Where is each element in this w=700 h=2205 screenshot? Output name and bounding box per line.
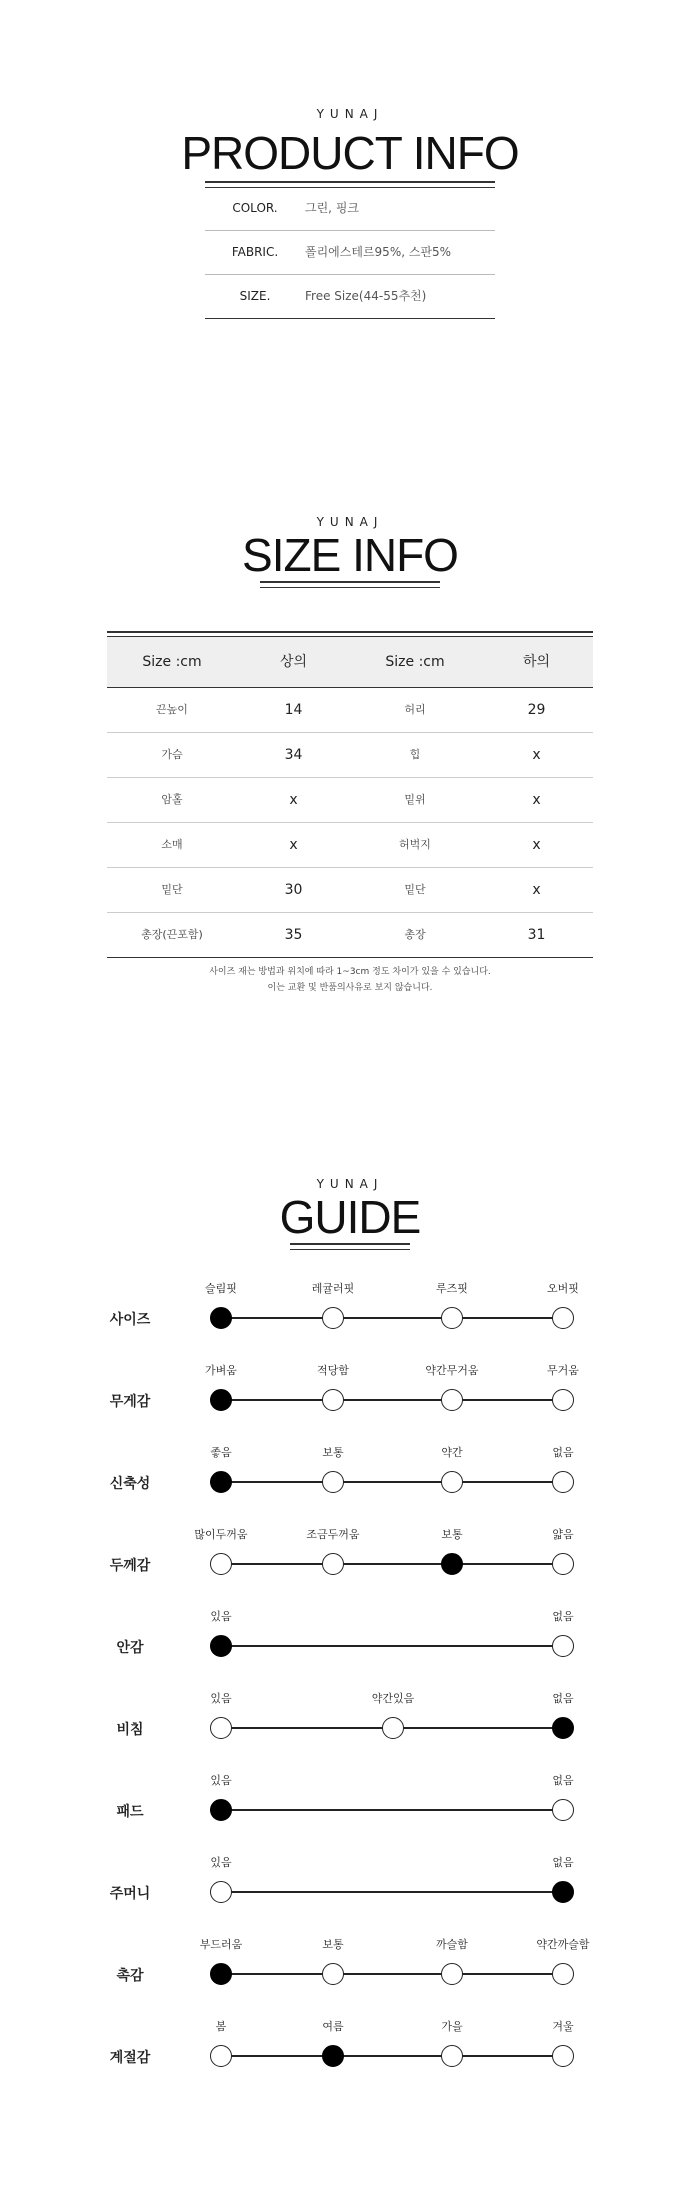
size-table-cell: x — [532, 882, 541, 898]
size-table-cell: 암홀 — [161, 793, 183, 806]
product-info-label: FABRIC. — [231, 245, 279, 259]
product-info-row — [205, 275, 495, 319]
size-table-header — [107, 637, 593, 688]
guide-dot — [322, 1471, 344, 1493]
guide-scale-line — [221, 2055, 563, 2057]
size-table-row — [107, 778, 593, 823]
size-table-cell: 35 — [284, 927, 303, 943]
divider — [290, 1249, 410, 1250]
guide-dot-selected — [210, 1635, 232, 1657]
guide-row-label: 안감 — [116, 1640, 144, 1656]
guide-dot-selected — [210, 1963, 232, 1985]
size-table-header-cell: Size :cm — [142, 654, 202, 670]
guide-option-label: 없음 — [552, 1446, 574, 1459]
guide-row-label: 사이즈 — [109, 1312, 151, 1328]
size-note-line1: 사이즈 재는 방법과 위치에 따라 1~3cm 정도 차이가 있을 수 있습니다. — [209, 967, 491, 977]
size-table-cell: x — [289, 837, 298, 853]
guide-option-label: 있음 — [210, 1856, 232, 1869]
guide-dot — [322, 1307, 344, 1329]
guide-dot — [552, 1635, 574, 1657]
size-table-row — [107, 913, 593, 958]
size-table — [107, 637, 593, 957]
guide-option-label: 겨울 — [552, 2020, 574, 2033]
size-table-header-cell: Size :cm — [385, 654, 445, 670]
guide-title: GUIDE — [279, 1191, 421, 1243]
guide-option-label: 봄 — [215, 2020, 227, 2033]
guide-dot-selected — [210, 1307, 232, 1329]
guide-dot — [552, 2045, 574, 2067]
guide-scale-line — [221, 1399, 563, 1401]
guide-option-label: 가벼움 — [205, 1364, 237, 1377]
size-table-cell: 소매 — [161, 838, 183, 851]
guide-option-label: 부드러움 — [199, 1938, 243, 1951]
guide-scale-line — [221, 1809, 563, 1811]
guide-option-label: 조금두꺼움 — [306, 1528, 360, 1541]
guide-option-label: 보통 — [322, 1446, 344, 1459]
guide-option-label: 적당함 — [317, 1364, 349, 1377]
size-table-row — [107, 868, 593, 913]
size-table-cell: 끈높이 — [156, 703, 188, 716]
guide-dot-selected — [322, 2045, 344, 2067]
guide-option-label: 무거움 — [547, 1364, 579, 1377]
guide-row-label: 신축성 — [109, 1476, 151, 1492]
guide-dot — [210, 1881, 232, 1903]
divider — [260, 581, 440, 583]
guide-dot — [552, 1553, 574, 1575]
product-info-label: COLOR. — [232, 201, 278, 215]
guide-dot — [552, 1963, 574, 1985]
guide-scale-line — [221, 1317, 563, 1319]
guide-row-label: 촉감 — [116, 1968, 144, 1984]
guide-dot — [322, 1389, 344, 1411]
guide-dot-selected — [210, 1389, 232, 1411]
product-info-value: Free Size(44-55추천) — [305, 289, 427, 303]
size-table-cell: x — [532, 792, 541, 808]
guide-row-label: 주머니 — [109, 1886, 151, 1902]
guide-scale-line — [221, 1973, 563, 1975]
guide-brand: YUNAJ — [316, 1177, 384, 1191]
size-table-cell: 14 — [284, 702, 303, 718]
guide-scale-line — [221, 1645, 563, 1647]
guide-dot-selected — [210, 1471, 232, 1493]
guide-dot — [552, 1799, 574, 1821]
guide-option-label: 없음 — [552, 1774, 574, 1787]
product-info-row — [205, 231, 495, 275]
size-table-cell: 밑위 — [404, 793, 426, 806]
guide-dot-selected — [441, 1553, 463, 1575]
size-table-cell: 밑단 — [161, 883, 183, 896]
guide-scale-line — [221, 1481, 563, 1483]
product-info-value: 그린, 핑크 — [305, 201, 359, 215]
guide-dot — [552, 1471, 574, 1493]
guide-option-label: 있음 — [210, 1610, 232, 1623]
guide-dot-selected — [552, 1881, 574, 1903]
guide-option-label: 있음 — [210, 1692, 232, 1705]
guide-dot — [322, 1963, 344, 1985]
guide-option-label: 좋음 — [210, 1446, 232, 1459]
product-info-brand: YUNAJ — [316, 107, 384, 121]
guide-dot — [210, 2045, 232, 2067]
size-table-cell: 총장 — [404, 928, 426, 941]
guide-option-label: 약간있음 — [371, 1692, 415, 1705]
size-table-cell: 29 — [527, 702, 546, 718]
guide-row-label: 무게감 — [109, 1394, 151, 1410]
guide-dot — [441, 1471, 463, 1493]
product-info-row — [205, 187, 495, 231]
guide-scale-line — [221, 1891, 563, 1893]
size-table-cell: x — [289, 792, 298, 808]
guide-option-label: 여름 — [322, 2020, 344, 2033]
guide-row-label: 계절감 — [109, 2050, 151, 2066]
size-table-header-cell: 하의 — [522, 654, 551, 670]
guide-row-label: 두께감 — [109, 1558, 151, 1574]
guide-scale-line — [221, 1563, 563, 1565]
size-table-cell: 34 — [284, 747, 303, 763]
guide-option-label: 루즈핏 — [436, 1282, 468, 1295]
product-info-title: PRODUCT INFO — [181, 127, 519, 179]
product-info-label: SIZE. — [239, 289, 271, 303]
guide-option-label: 없음 — [552, 1856, 574, 1869]
size-table-cell: 허벅지 — [399, 838, 431, 851]
guide-dot — [210, 1717, 232, 1739]
size-table-cell: 밑단 — [404, 883, 426, 896]
size-table-header-cell: 상의 — [279, 654, 308, 670]
guide-option-label: 가을 — [441, 2020, 463, 2033]
guide-dot — [441, 2045, 463, 2067]
size-info-title: SIZE INFO — [242, 529, 458, 581]
guide-option-label: 보통 — [441, 1528, 463, 1541]
size-table-cell: 30 — [284, 882, 303, 898]
guide-dot — [441, 1307, 463, 1329]
guide-dot — [382, 1717, 404, 1739]
guide-row-label: 패드 — [116, 1804, 144, 1820]
guide-dot — [552, 1389, 574, 1411]
guide-dot-selected — [552, 1717, 574, 1739]
guide-dot — [441, 1389, 463, 1411]
size-table-cell: 가슴 — [161, 748, 183, 761]
guide-option-label: 까슬함 — [436, 1938, 468, 1951]
guide-option-label: 얇음 — [552, 1528, 574, 1541]
size-table-cell: 힙 — [409, 748, 421, 761]
size-table-cell: 31 — [527, 927, 546, 943]
guide-dot — [441, 1963, 463, 1985]
guide-option-label: 없음 — [552, 1692, 574, 1705]
guide-dot — [322, 1553, 344, 1575]
guide-option-label: 레귤러핏 — [311, 1282, 355, 1295]
size-note-line2: 이는 교환 및 반품의사유로 보지 않습니다. — [267, 983, 433, 993]
size-table-cell: x — [532, 837, 541, 853]
divider — [107, 631, 593, 633]
divider — [290, 1243, 410, 1245]
guide-option-label: 보통 — [322, 1938, 344, 1951]
guide-option-label: 약간까슬함 — [536, 1938, 590, 1951]
guide-option-label: 많이두꺼움 — [194, 1528, 248, 1541]
divider — [260, 587, 440, 588]
size-table-cell: 허리 — [404, 703, 426, 716]
guide-row-label: 비침 — [116, 1722, 144, 1738]
guide-option-label: 약간 — [441, 1446, 463, 1459]
size-table-row — [107, 688, 593, 733]
divider — [205, 181, 495, 183]
guide-dot — [552, 1307, 574, 1329]
size-table-row — [107, 733, 593, 778]
guide-option-label: 오버핏 — [547, 1282, 579, 1295]
guide-option-label: 슬림핏 — [205, 1282, 237, 1295]
guide-option-label: 있음 — [210, 1774, 232, 1787]
product-info-value: 폴리에스테르95%, 스판5% — [305, 245, 452, 259]
size-table-cell: x — [532, 747, 541, 763]
guide-dot-selected — [210, 1799, 232, 1821]
guide-option-label: 약간무거움 — [425, 1364, 479, 1377]
guide-option-label: 없음 — [552, 1610, 574, 1623]
size-table-row — [107, 823, 593, 868]
size-info-brand: YUNAJ — [316, 515, 384, 529]
guide-dot — [210, 1553, 232, 1575]
size-table-cell: 총장(끈포함) — [141, 928, 203, 941]
